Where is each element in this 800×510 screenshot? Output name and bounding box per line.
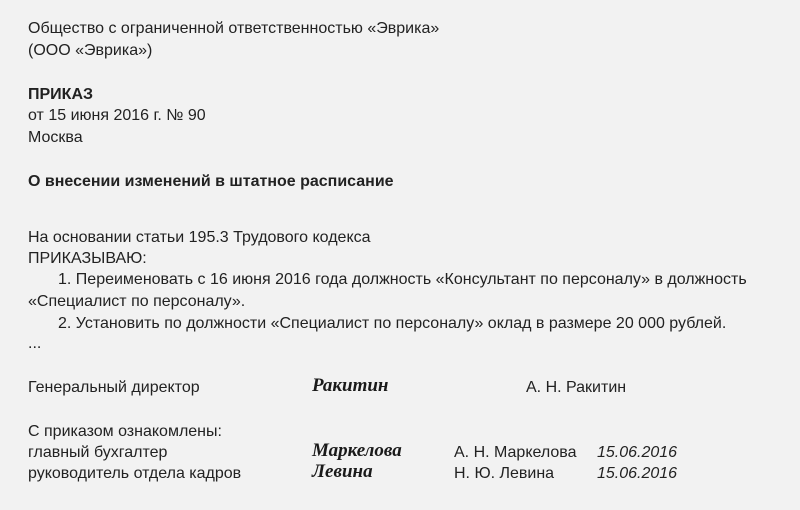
ellipsis: ... <box>28 335 42 352</box>
acquainted-signature: Маркелова <box>312 440 402 461</box>
order-word: ПРИКАЗЫВАЮ: <box>28 250 147 267</box>
acquainted-date: 15.06.2016 <box>597 465 678 482</box>
director-name: А. Н. Ракитин <box>526 379 627 396</box>
acquainted-position: руководитель отдела кадров <box>28 465 242 482</box>
acquainted-name: А. Н. Маркелова <box>454 444 577 461</box>
item-1-line-2: «Специалист по персоналу». <box>28 293 246 310</box>
order-basis: На основании статьи 195.3 Трудового кодекса <box>28 229 371 246</box>
acquainted-signature: Левина <box>312 461 373 482</box>
organization-short-name: (ООО «Эврика») <box>28 42 153 59</box>
acquainted-heading: С приказом ознакомлены: <box>28 423 222 440</box>
organization-full-name: Общество с ограниченной ответственностью «Эврика» <box>28 20 440 37</box>
acquainted-date: 15.06.2016 <box>597 444 678 461</box>
acquainted-position: главный бухгалтер <box>28 444 168 461</box>
order-date-number: от 15 июня 2016 г. № 90 <box>28 107 206 124</box>
order-title: ПРИКАЗ <box>28 86 94 103</box>
acquainted-name: Н. Ю. Левина <box>454 465 555 482</box>
director-signature: Ракитин <box>312 375 389 396</box>
director-position: Генеральный директор <box>28 379 200 396</box>
order-city: Москва <box>28 129 83 146</box>
order-subject: О внесении изменений в штатное расписание <box>28 173 394 190</box>
item-1-line-1: 1. Переименовать с 16 июня 2016 года должность «Консультант по персоналу» в должность <box>58 271 747 288</box>
item-2: 2. Установить по должности «Специалист по персоналу» оклад в размере 20 000 рублей. <box>58 315 727 332</box>
